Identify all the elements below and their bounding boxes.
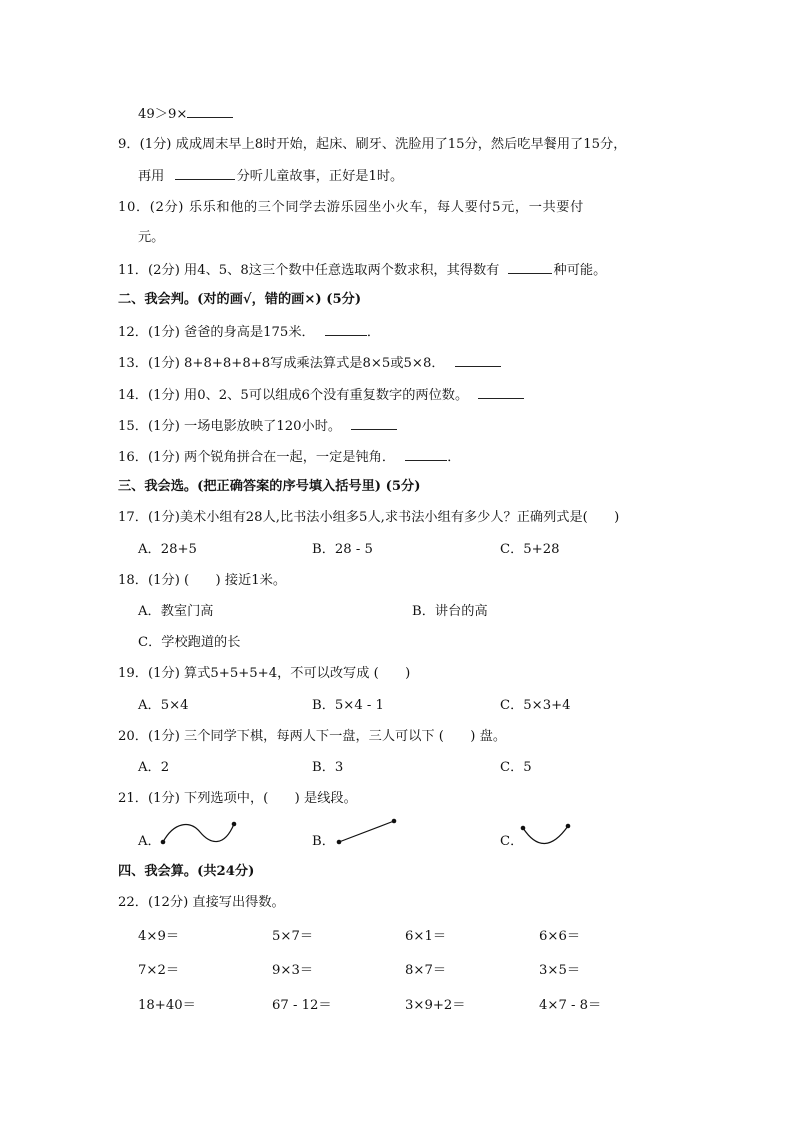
calc-item <box>272 997 332 1015</box>
question-18-text: 18．(1分) ( ) 接近1米。 <box>118 573 287 588</box>
option-label: A．28+5 <box>138 542 197 557</box>
answer-blank[interactable] <box>325 322 367 336</box>
answer-blank[interactable] <box>351 416 397 430</box>
question-14 <box>118 385 524 405</box>
answer-blank[interactable] <box>187 104 233 118</box>
section-2-text: 二、我会判。(对的画√，错的画×) (5分) <box>118 292 362 307</box>
question-11 <box>118 260 606 280</box>
q17-option-a[interactable] <box>138 541 197 559</box>
question-16-text: 16．(1分) 两个锐角拼合在一起，一定是钝角． <box>118 450 396 465</box>
calc-item <box>539 997 601 1015</box>
section-4-text: 四、我会算。(共24分) <box>118 864 255 879</box>
question-9-line-1 <box>118 136 626 154</box>
question-13 <box>118 353 501 373</box>
question-11-text: 11．(2分) 用4、5、8这三个数中任意选取两个数求积，其得数有 <box>118 263 500 278</box>
question-21 <box>118 790 357 808</box>
option-label: B． <box>312 834 335 849</box>
option-label: C．5 <box>500 760 532 775</box>
question-9-text-a: 再用 <box>138 169 165 184</box>
q18-option-b[interactable] <box>412 603 488 621</box>
calc-text: 6×6＝ <box>539 929 581 944</box>
question-9-text: 9．(1分) 成成周末早上8时开始，起床、刷牙、洗脸用了15分，然后吃早餐用了15分， <box>118 137 627 152</box>
calc-item <box>138 928 179 946</box>
option-label: A．2 <box>138 760 170 775</box>
calc-text: 6×1＝ <box>405 929 447 944</box>
wavy-curve-figure <box>160 818 240 850</box>
question-18 <box>118 572 286 590</box>
q19-option-b[interactable] <box>312 697 384 715</box>
answer-blank[interactable] <box>478 385 524 399</box>
q20-option-a[interactable] <box>138 759 169 777</box>
answer-blank[interactable] <box>175 166 235 180</box>
calc-text: 4×9＝ <box>138 929 180 944</box>
question-10-text: 10．(2分) 乐乐和他的三个同学去游乐园坐小火车，每人要付5元，一共要付 <box>118 200 584 215</box>
question-12 <box>118 322 380 342</box>
calc-text: 5×7＝ <box>272 929 314 944</box>
question-13-text: 13．(1分) 8+8+8+8+8写成乘法算式是8×5或5×8． <box>118 356 445 371</box>
section-3-text: 三、我会选。(把正确答案的序号填入括号里) (5分) <box>118 479 421 494</box>
calc-text: 67 - 12＝ <box>272 998 332 1013</box>
q20-option-c[interactable] <box>500 759 532 777</box>
calc-item <box>405 928 446 946</box>
q21-option-b[interactable] <box>312 833 335 851</box>
calc-text: 3×5＝ <box>539 963 581 978</box>
option-label: B．28 - 5 <box>312 542 373 557</box>
calc-item <box>405 962 446 980</box>
answer-blank[interactable] <box>455 353 501 367</box>
question-16-end: ． <box>447 450 461 465</box>
option-label: C．学校跑道的长 <box>138 635 241 650</box>
question-17-text: 17．(1分)美术小组有28人,比书法小组多5人,求书法小组有多少人？正确列式是( ) <box>118 510 620 525</box>
calc-text: 4×7 - 8＝ <box>539 998 602 1013</box>
question-14-text: 14．(1分) 用0、2、5可以组成6个没有重复数字的两位数。 <box>118 388 469 403</box>
calc-text: 7×2＝ <box>138 963 180 978</box>
q17-option-c[interactable] <box>500 541 560 559</box>
line-segment-figure <box>334 815 400 847</box>
answer-blank[interactable] <box>508 260 552 274</box>
question-9-line-2 <box>138 166 403 186</box>
q19-option-c[interactable] <box>500 697 571 715</box>
q18-option-c[interactable] <box>138 634 240 652</box>
calc-item <box>272 962 313 980</box>
question-22 <box>118 894 285 912</box>
question-15-text: 15．(1分) 一场电影放映了120小时。 <box>118 419 342 434</box>
option-label: A．5×4 <box>138 698 189 713</box>
question-11-text-b: 种可能。 <box>553 263 607 278</box>
option-label: B．3 <box>312 760 344 775</box>
question-20 <box>118 728 506 746</box>
q20-option-b[interactable] <box>312 759 343 777</box>
section-4-heading <box>118 863 254 881</box>
question-19 <box>118 665 410 683</box>
arc-curve-figure <box>518 820 574 850</box>
question-10-text-b: 元。 <box>138 230 165 245</box>
calc-item <box>138 962 179 980</box>
option-label: A． <box>138 834 161 849</box>
calc-item <box>539 962 580 980</box>
question-19-text: 19．(1分) 算式5+5+5+4，不可以改写成 ( ) <box>118 666 411 681</box>
option-label: A．教室门高 <box>138 604 214 619</box>
question-10-line-2 <box>138 229 164 247</box>
option-label: C．5×3+4 <box>500 698 571 713</box>
option-label: C． <box>500 834 524 849</box>
question-12-end: ． <box>366 325 381 340</box>
question-22-text: 22．(12分) 直接写出得数。 <box>118 895 285 910</box>
option-label: B．讲台的高 <box>412 604 488 619</box>
calc-item <box>138 997 196 1015</box>
question-15 <box>118 416 397 436</box>
question-9-text-b: 分听儿童故事，正好是1时。 <box>236 169 404 184</box>
answer-blank[interactable] <box>405 447 447 461</box>
calc-item <box>539 928 580 946</box>
q8-text: 49＞9× <box>138 107 188 122</box>
calc-item <box>272 928 313 946</box>
question-16 <box>118 447 460 467</box>
question-21-text: 21．(1分) 下列选项中，( ) 是线段。 <box>118 791 357 806</box>
question-10-line-1 <box>118 199 584 217</box>
q8-tail <box>138 104 233 124</box>
q19-option-a[interactable] <box>138 697 189 715</box>
calc-text: 3×9+2＝ <box>405 998 466 1013</box>
option-label: B．5×4 - 1 <box>312 698 384 713</box>
q18-option-a[interactable] <box>138 603 213 621</box>
calc-text: 18+40＝ <box>138 998 196 1013</box>
calc-text: 8×7＝ <box>405 963 447 978</box>
question-17 <box>118 509 619 527</box>
calc-text: 9×3＝ <box>272 963 314 978</box>
q17-option-b[interactable] <box>312 541 373 559</box>
calc-item <box>405 997 465 1015</box>
section-3-heading <box>118 478 420 496</box>
question-12-text: 12．(1分) 爸爸的身高是175米． <box>118 325 315 340</box>
q21-option-a[interactable] <box>138 833 161 851</box>
option-label: C．5+28 <box>500 542 560 557</box>
question-20-text: 20．(1分) 三个同学下棋，每两人下一盘，三人可以下 ( ) 盘。 <box>118 729 507 744</box>
section-2-heading <box>118 291 361 309</box>
